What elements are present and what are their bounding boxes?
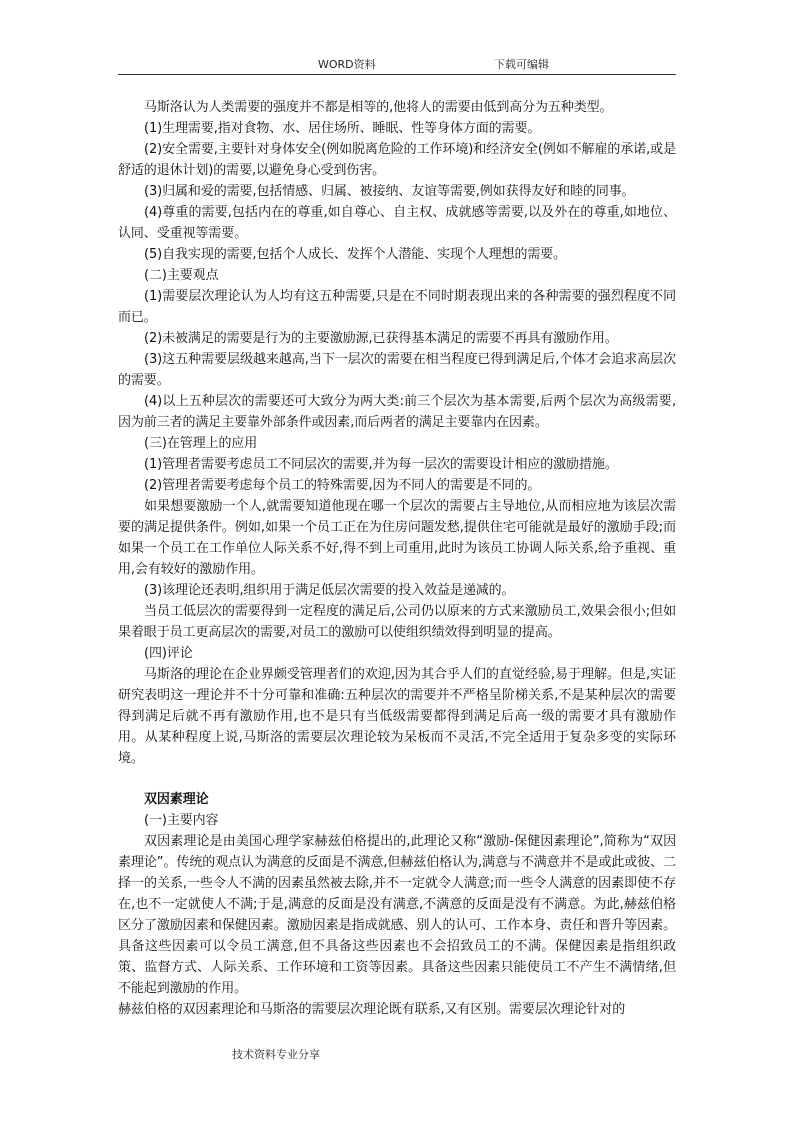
paragraph: (2)未被满足的需要是行为的主要激励源,已获得基本满足的需要不再具有激励作用。 (144, 331, 618, 346)
paragraph: (4)以上五种层次的需要还可大致分为两大类:前三个层次为基本需要,后两个层次为高级需要,因为前三者的满足主要靠外部条件或因素,而后两者的满足主要靠内在因素。 (118, 394, 676, 430)
page-header (118, 56, 676, 74)
paragraph: 马斯洛的理论在企业界颇受管理者们的欢迎,因为其合乎人们的直觉经验,易于理解。但是,实证研究表明这一理论并不十分可靠和准确:五种层次的需要并不严格呈阶梯关系,不是某种层次的需要得到满足后就不再有激励作用,也不是只有当低级需要都得到满足后高一级的需要才具有激励作用。从某种程度上说,马斯洛的需要层次理论较为呆板而不灵活,不完全适用于复杂多变的实际环境。 (118, 667, 676, 766)
paragraph: (1)生理需要,指对食物、水、居住场所、睡眠、性等身体方面的需要。 (144, 121, 541, 136)
paragraph: (2)安全需要,主要针对身体安全(例如脱离危险的工作环境)和经济安全(例如不解雇的承诺,或是舒适的退休计划)的需要,以避免身心受到伤害。 (118, 142, 676, 178)
header-left-text: WORD资料 (318, 58, 376, 71)
paragraph: 如果想要激励一个人,就需要知道他现在哪一个层次的需要占主导地位,从而相应地为该层次需要的满足提供条件。例如,如果一个员工正在为住房问题发愁,提供住宅可能就是最好的激励手段;而如果一个员工在工作单位人际关系不好,得不到上司重用,此时为该员工协调人际关系,给予重视、重用,会有较好的激励作用。 (118, 499, 676, 577)
paragraph: (1)管理者需要考虑员工不同层次的需要,并为每一层次的需要设计相应的激励措施。 (144, 457, 618, 472)
header-divider (118, 74, 676, 75)
page-footer: 技术资料专业分享 (232, 1048, 320, 1061)
paragraph: (3)这五种需要层级越来越高,当下一层次的需要在相当程度已得到满足后,个体才会追求高层次的需要。 (118, 352, 676, 388)
paragraph: 双因素理论是由美国心理学家赫兹伯格提出的,此理论又称“激励-保健因素理论”,简称为“双因素理论”。传统的观点认为满意的反面是不满意,但赫兹伯格认为,满意与不满意并不是或此或彼、二择一的关系,一些令人不满的因素虽然被去除,并不一定就令人满意;而一些令人满意的因素即使不存在,也不一定就使人不满;于是,满意的反面是没有满意,不满意的反面是没有不满意。为此,赫兹伯格区分了激励因素和保健因素。激励因素是指成就感、别人的认可、工作本身、责任和晋升等因素。具备这些因素可以令员工满意,但不具备这些因素也不会招致员工的不满。保健因素是指组织政策、监督方式、人际关系、工作环境和工资等因素。具备这些因素只能使员工不产生不满情绪,但不能起到激励的作用。 (118, 834, 676, 996)
paragraph: (5)自我实现的需要,包括个人成长、发挥个人潜能、实现个人理想的需要。 (144, 247, 567, 262)
section-heading: 双因素理论 (144, 792, 209, 807)
paragraph: (2)管理者需要考虑每个员工的特殊需要,因为不同人的需要是不同的。 (144, 478, 541, 493)
paragraph: 马斯洛认为人类需要的强度并不都是相等的,他将人的需要由低到高分为五种类型。 (144, 100, 613, 115)
subheading: (二)主要观点 (144, 268, 219, 283)
paragraph: 当员工低层次的需要得到一定程度的满足后,公司仍以原来的方式来激励员工,效果会很小;但如果着眼于员工更高层次的需要,对员工的激励可以使组织绩效得到明显的提高。 (118, 604, 676, 640)
subheading: (一)主要内容 (144, 813, 219, 828)
subheading: (三)在管理上的应用 (144, 436, 258, 451)
paragraph: 赫兹伯格的双因素理论和马斯洛的需要层次理论既有联系,又有区别。需要层次理论针对的 (118, 1002, 626, 1017)
subheading: (四)评论 (144, 646, 193, 661)
paragraph: (3)该理论还表明,组织用于满足低层次需要的投入效益是递减的。 (144, 583, 515, 598)
paragraph: (4)尊重的需要,包括内在的尊重,如自尊心、自主权、成就感等需要,以及外在的尊重,如地位、认同、受重视等需要。 (118, 205, 676, 241)
document-body (118, 97, 676, 1020)
header-right-text: 下载可编辑 (494, 58, 549, 71)
paragraph: (1)需要层次理论认为人均有这五种需要,只是在不同时期表现出来的各种需要的强烈程度不同而已。 (118, 289, 676, 325)
paragraph: (3)归属和爱的需要,包括情感、归属、被接纳、友谊等需要,例如获得友好和睦的同事。 (144, 184, 635, 199)
